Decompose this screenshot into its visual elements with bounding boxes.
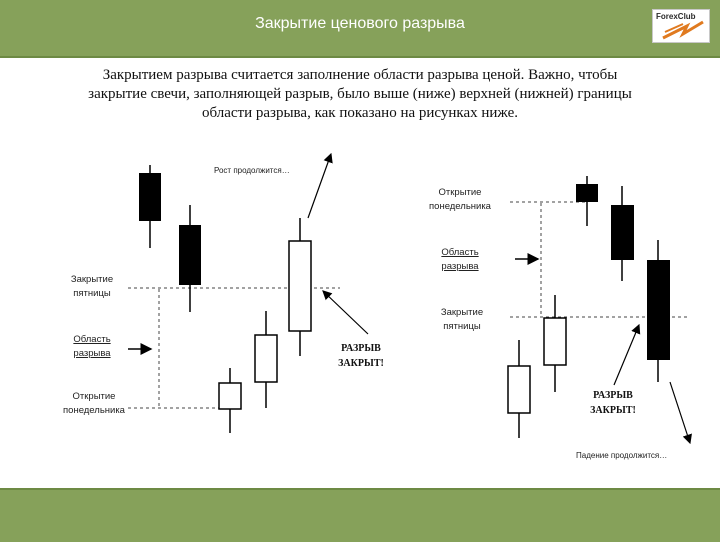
growth-continues-note: Рост продолжится… (214, 166, 290, 175)
monday-open-label-line2: понедельника (63, 405, 125, 416)
intro-line-3: области разрыва, как показано на рисунках ниже. (201, 105, 518, 121)
left-candle-1 (139, 165, 161, 248)
right-candle-3 (576, 176, 598, 226)
left-figure (128, 154, 368, 433)
monday-open-label-right (414, 186, 506, 214)
friday-close-label-line1: Закрытие (70, 274, 114, 285)
gap-area-label-right (420, 246, 500, 274)
gap-closed-label-line2: ЗАКРЫТ! (338, 358, 384, 369)
gap-closed-label (326, 341, 396, 371)
monday-open-label-line1: Открытие (72, 391, 116, 402)
friday-close-label-right (422, 306, 502, 334)
left-candle-5 (289, 218, 311, 356)
gap-area-label-right-line2: разрыва (441, 261, 479, 272)
friday-close-label (52, 273, 132, 301)
growth-arrow (308, 154, 331, 218)
right-candle-4 (611, 186, 634, 281)
left-candle-3 (219, 368, 241, 433)
right-candle-1 (508, 340, 530, 438)
gap-area-label-line1: Область (73, 334, 111, 345)
gap-closed-arrow-right (614, 325, 639, 385)
gap-closed-label-right (578, 388, 648, 418)
monday-open-label (48, 390, 140, 418)
gap-area-label (52, 333, 132, 361)
right-candle-2 (544, 295, 566, 392)
gap-closed-label-right-line1: РАЗРЫВ (593, 390, 633, 401)
gap-closed-label-line1: РАЗРЫВ (341, 343, 381, 354)
right-candle-5 (647, 240, 670, 382)
friday-close-label-right-line2: пятницы (443, 321, 481, 332)
fall-continues-note: Падение продолжится… (576, 451, 668, 460)
monday-open-label-right-line1: Открытие (438, 187, 482, 198)
fall-arrow (670, 382, 690, 443)
gap-area-label-right-line1: Область (441, 247, 479, 258)
gap-area-label-line2: разрыва (73, 348, 111, 359)
monday-open-label-right-line2: понедельника (429, 201, 491, 212)
slide-title: Закрытие ценового разрыва (255, 15, 465, 32)
gap-closed-label-right-line2: ЗАКРЫТ! (590, 405, 636, 416)
intro-line-2: закрытие свечи, заполняющей разрыв, было выше (ниже) верхней (нижней) границы (88, 86, 632, 102)
friday-close-label-right-line1: Закрытие (440, 307, 484, 318)
footer-bar (0, 488, 720, 542)
intro-line-1: Закрытием разрыва считается заполнение области разрыва ценой. Важно, чтобы (102, 67, 618, 83)
left-candle-4 (255, 311, 277, 408)
friday-close-label-line2: пятницы (73, 288, 111, 299)
gap-closed-arrow (323, 291, 368, 334)
left-candle-2 (179, 205, 201, 312)
logo-text: ForexClub (656, 12, 696, 21)
